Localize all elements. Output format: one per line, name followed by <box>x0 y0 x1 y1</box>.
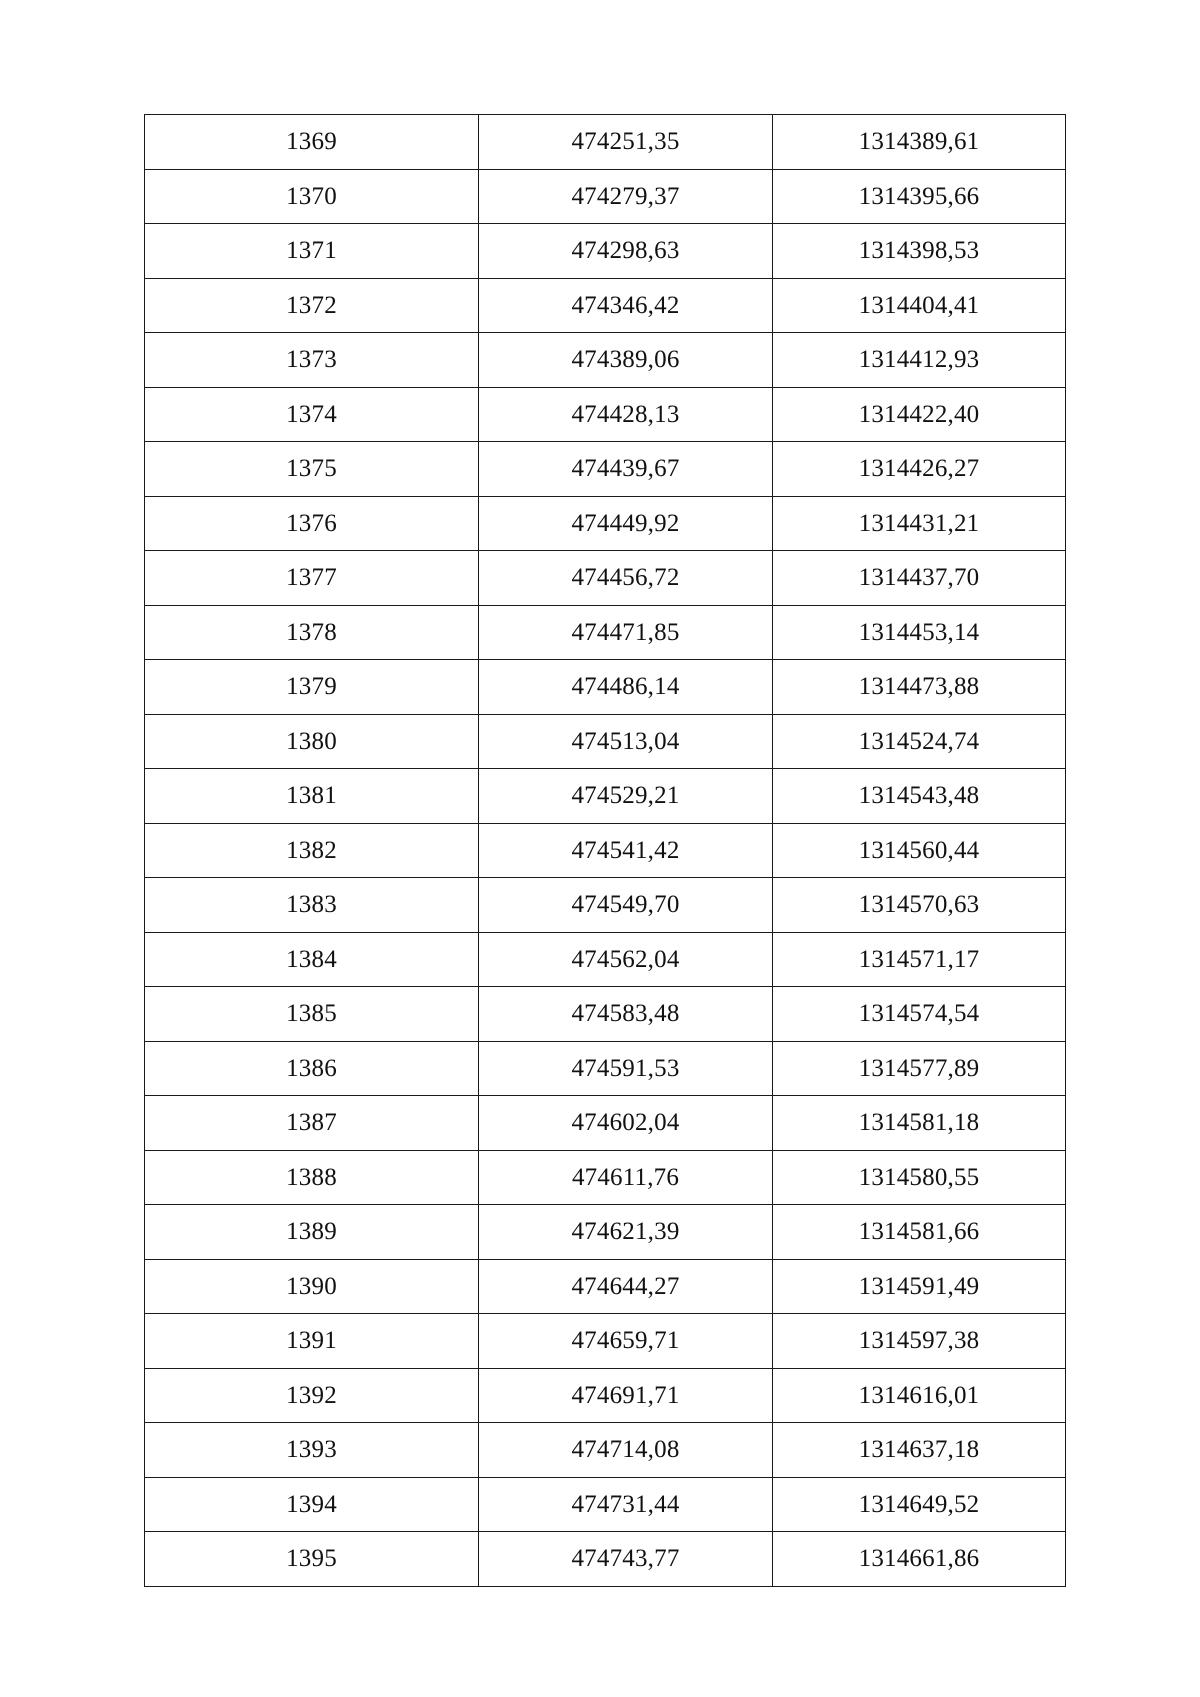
table-row <box>145 169 1066 224</box>
table-row <box>145 1423 1066 1478</box>
y-coordinate-cell: 1314616,01 <box>773 1368 1066 1423</box>
y-coordinate-cell: 1314473,88 <box>773 660 1066 715</box>
x-coordinate-cell: 474583,48 <box>479 987 773 1042</box>
point-number-cell: 1381 <box>145 769 479 824</box>
table-row <box>145 278 1066 333</box>
table-row <box>145 1368 1066 1423</box>
y-coordinate-cell: 1314580,55 <box>773 1150 1066 1205</box>
x-coordinate-cell: 474456,72 <box>479 551 773 606</box>
point-number-cell: 1372 <box>145 278 479 333</box>
x-coordinate-cell: 474346,42 <box>479 278 773 333</box>
y-coordinate-cell: 1314404,41 <box>773 278 1066 333</box>
x-coordinate-cell: 474389,06 <box>479 333 773 388</box>
y-coordinate-cell: 1314661,86 <box>773 1532 1066 1587</box>
point-number-cell: 1373 <box>145 333 479 388</box>
coordinates-table <box>144 114 1066 1587</box>
point-number-cell: 1370 <box>145 169 479 224</box>
table-row <box>145 932 1066 987</box>
y-coordinate-cell: 1314571,17 <box>773 932 1066 987</box>
x-coordinate-cell: 474743,77 <box>479 1532 773 1587</box>
x-coordinate-cell: 474529,21 <box>479 769 773 824</box>
x-coordinate-cell: 474439,67 <box>479 442 773 497</box>
table-row <box>145 660 1066 715</box>
table-row <box>145 605 1066 660</box>
point-number-cell: 1388 <box>145 1150 479 1205</box>
y-coordinate-cell: 1314453,14 <box>773 605 1066 660</box>
y-coordinate-cell: 1314637,18 <box>773 1423 1066 1478</box>
point-number-cell: 1386 <box>145 1041 479 1096</box>
x-coordinate-cell: 474691,71 <box>479 1368 773 1423</box>
table-row <box>145 1259 1066 1314</box>
point-number-cell: 1378 <box>145 605 479 660</box>
x-coordinate-cell: 474562,04 <box>479 932 773 987</box>
y-coordinate-cell: 1314426,27 <box>773 442 1066 497</box>
y-coordinate-cell: 1314581,66 <box>773 1205 1066 1260</box>
x-coordinate-cell: 474251,35 <box>479 115 773 170</box>
point-number-cell: 1382 <box>145 823 479 878</box>
point-number-cell: 1380 <box>145 714 479 769</box>
table-row <box>145 224 1066 279</box>
x-coordinate-cell: 474513,04 <box>479 714 773 769</box>
point-number-cell: 1391 <box>145 1314 479 1369</box>
table-row <box>145 769 1066 824</box>
y-coordinate-cell: 1314597,38 <box>773 1314 1066 1369</box>
y-coordinate-cell: 1314431,21 <box>773 496 1066 551</box>
table-row <box>145 1096 1066 1151</box>
y-coordinate-cell: 1314412,93 <box>773 333 1066 388</box>
y-coordinate-cell: 1314581,18 <box>773 1096 1066 1151</box>
table-row <box>145 442 1066 497</box>
point-number-cell: 1393 <box>145 1423 479 1478</box>
x-coordinate-cell: 474279,37 <box>479 169 773 224</box>
point-number-cell: 1385 <box>145 987 479 1042</box>
x-coordinate-cell: 474602,04 <box>479 1096 773 1151</box>
x-coordinate-cell: 474611,76 <box>479 1150 773 1205</box>
point-number-cell: 1379 <box>145 660 479 715</box>
y-coordinate-cell: 1314570,63 <box>773 878 1066 933</box>
y-coordinate-cell: 1314591,49 <box>773 1259 1066 1314</box>
x-coordinate-cell: 474714,08 <box>479 1423 773 1478</box>
point-number-cell: 1392 <box>145 1368 479 1423</box>
x-coordinate-cell: 474731,44 <box>479 1477 773 1532</box>
point-number-cell: 1377 <box>145 551 479 606</box>
table-row <box>145 551 1066 606</box>
x-coordinate-cell: 474659,71 <box>479 1314 773 1369</box>
table-row <box>145 823 1066 878</box>
y-coordinate-cell: 1314577,89 <box>773 1041 1066 1096</box>
x-coordinate-cell: 474541,42 <box>479 823 773 878</box>
table-row <box>145 1314 1066 1369</box>
y-coordinate-cell: 1314524,74 <box>773 714 1066 769</box>
y-coordinate-cell: 1314422,40 <box>773 387 1066 442</box>
point-number-cell: 1371 <box>145 224 479 279</box>
table-row <box>145 1205 1066 1260</box>
y-coordinate-cell: 1314649,52 <box>773 1477 1066 1532</box>
x-coordinate-cell: 474471,85 <box>479 605 773 660</box>
table-row <box>145 714 1066 769</box>
coordinates-table-body <box>145 115 1066 1587</box>
x-coordinate-cell: 474298,63 <box>479 224 773 279</box>
table-row <box>145 1477 1066 1532</box>
table-row <box>145 878 1066 933</box>
point-number-cell: 1390 <box>145 1259 479 1314</box>
table-row <box>145 1150 1066 1205</box>
table-row <box>145 115 1066 170</box>
point-number-cell: 1387 <box>145 1096 479 1151</box>
x-coordinate-cell: 474449,92 <box>479 496 773 551</box>
x-coordinate-cell: 474549,70 <box>479 878 773 933</box>
table-row <box>145 496 1066 551</box>
point-number-cell: 1374 <box>145 387 479 442</box>
y-coordinate-cell: 1314574,54 <box>773 987 1066 1042</box>
point-number-cell: 1395 <box>145 1532 479 1587</box>
table-row <box>145 333 1066 388</box>
x-coordinate-cell: 474591,53 <box>479 1041 773 1096</box>
y-coordinate-cell: 1314437,70 <box>773 551 1066 606</box>
point-number-cell: 1375 <box>145 442 479 497</box>
point-number-cell: 1394 <box>145 1477 479 1532</box>
table-row <box>145 987 1066 1042</box>
y-coordinate-cell: 1314398,53 <box>773 224 1066 279</box>
y-coordinate-cell: 1314389,61 <box>773 115 1066 170</box>
y-coordinate-cell: 1314395,66 <box>773 169 1066 224</box>
x-coordinate-cell: 474621,39 <box>479 1205 773 1260</box>
point-number-cell: 1389 <box>145 1205 479 1260</box>
x-coordinate-cell: 474428,13 <box>479 387 773 442</box>
point-number-cell: 1384 <box>145 932 479 987</box>
table-row <box>145 387 1066 442</box>
point-number-cell: 1369 <box>145 115 479 170</box>
y-coordinate-cell: 1314560,44 <box>773 823 1066 878</box>
table-row <box>145 1532 1066 1587</box>
x-coordinate-cell: 474644,27 <box>479 1259 773 1314</box>
x-coordinate-cell: 474486,14 <box>479 660 773 715</box>
table-row <box>145 1041 1066 1096</box>
y-coordinate-cell: 1314543,48 <box>773 769 1066 824</box>
point-number-cell: 1376 <box>145 496 479 551</box>
point-number-cell: 1383 <box>145 878 479 933</box>
